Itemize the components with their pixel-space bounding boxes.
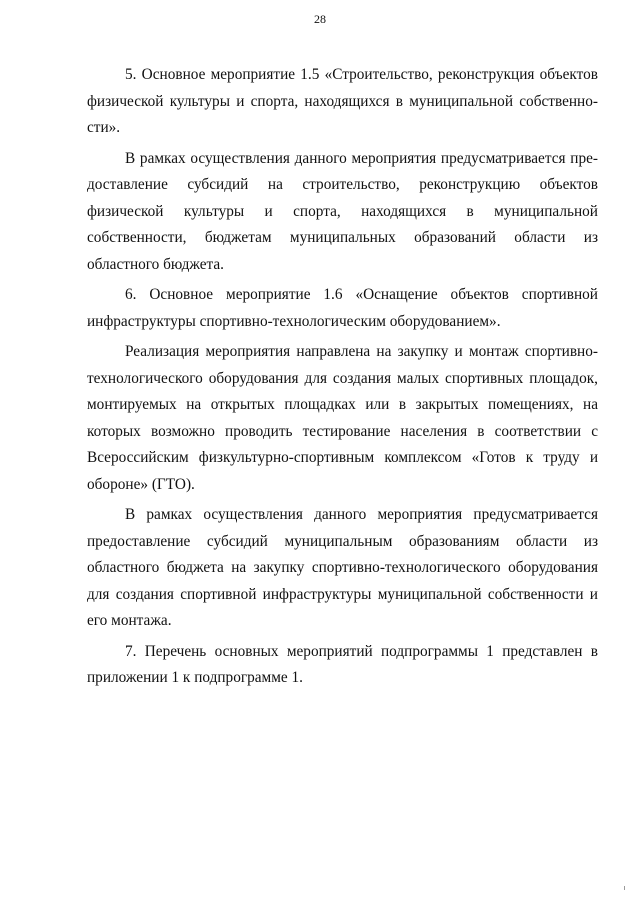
paragraph-activity-1-5-subsidies: В рамках осуществления данного мероприятия предусматривается предоставление субсидий на строительство, реконструкцию объектов физической культуры и спорта, находящихся в муниципальной собственности, бюджетам муниципальных образований области из областного бюджета. [87, 149, 598, 273]
paragraph-activity-1-6: 6. Основное мероприятие 1.6 «Оснащение объектов спортивной инфраструктуры спортивно-технологическим оборудованием». [87, 286, 598, 330]
scan-edge-mark [624, 886, 625, 890]
page-number: 28 [314, 12, 326, 26]
paragraph-activity-1-6-subsidies: В рамках осуществления данного мероприятия предусматривается предоставление субсидий муниципальным образованиям области из областного бюджета на закупку спортивно-технологического оборудования для создания спортивной инфраструктуры муниципальной собственности и его монтажа. [87, 506, 598, 629]
paragraph-activity-1-6-implementation: Реализация мероприятия направлена на закупку и монтаж спортивно-технологического оборудования для создания малых спортивных площадок, монтируемых на открытых площадках или в закрытых помещениях, на которых возможно проводить тестирование населения в соответствии с Всероссийским физкультурно-спортивным комплексом «Готов к труду и обороне» (ГТО). [87, 343, 598, 493]
paragraph-activity-1-5: 5. Основное мероприятие 1.5 «Строительство, реконструкция объектов физической культуры и спорта, находящихся в муниципальной собственности». [87, 66, 598, 136]
paragraph-activities-list: 7. Перечень основных мероприятий подпрограммы 1 представлен в приложении 1 к подпрограмме 1. [87, 642, 598, 686]
document-body [87, 62, 598, 696]
